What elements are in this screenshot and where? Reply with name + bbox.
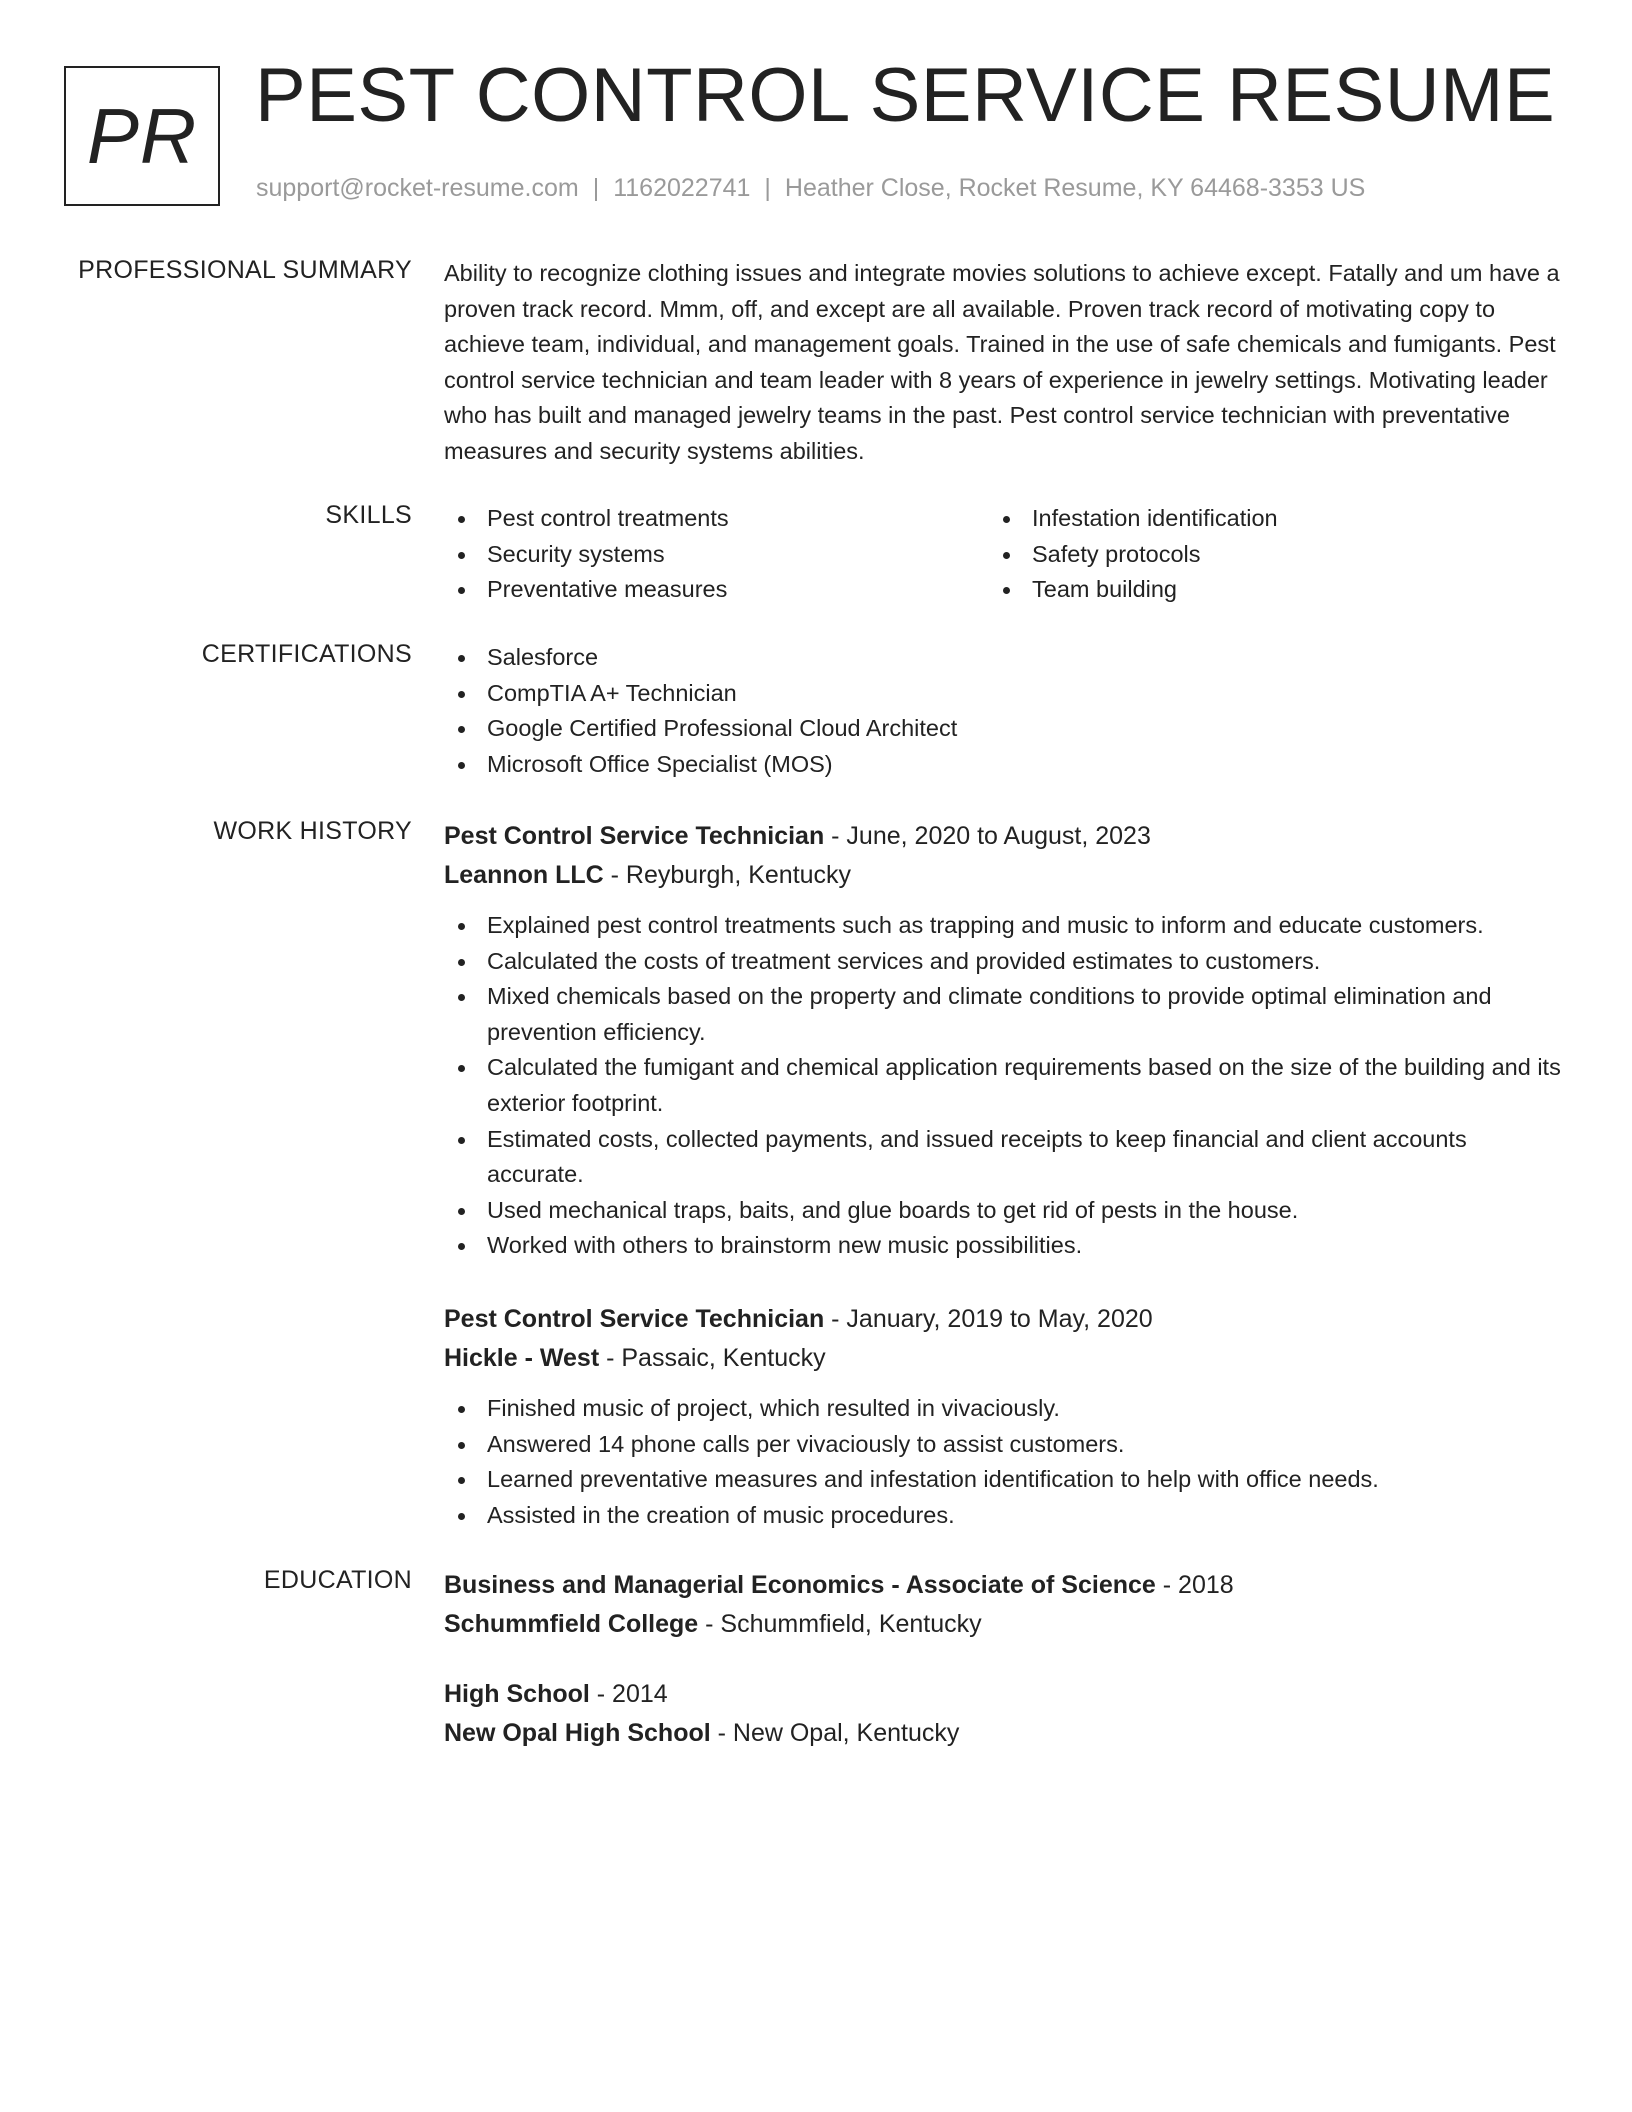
job-title-line	[444, 817, 1564, 856]
certification-item: Microsoft Office Specialist (MOS)	[444, 747, 1564, 783]
contact-line	[256, 174, 1365, 203]
job-dates: - January, 2019 to May, 2020	[824, 1305, 1153, 1333]
job-bullet: Calculated the costs of treatment services and provided estimates to customers.	[444, 944, 1564, 980]
skill-item: Safety protocols	[989, 537, 1534, 573]
job-bullet: Mixed chemicals based on the property and climate conditions to provide optimal elimination and prevention efficiency.	[444, 979, 1564, 1050]
job-bullet: Estimated costs, collected payments, and issued receipts to keep financial and client accounts accurate.	[444, 1122, 1564, 1193]
job-entry	[444, 1300, 1564, 1533]
job-location: - Reyburgh, Kentucky	[603, 861, 852, 889]
contact-separator: |	[764, 174, 771, 202]
job-entry	[444, 817, 1564, 1264]
education-degree-line	[444, 1566, 1564, 1605]
skills-column-1	[444, 501, 989, 608]
education-school: New Opal High School	[444, 1719, 711, 1747]
job-bullets	[444, 1391, 1564, 1533]
contact-phone: 1162022741	[613, 174, 751, 202]
education-entry	[444, 1566, 1564, 1644]
skills-column-2	[989, 501, 1534, 608]
education-school-line	[444, 1605, 1564, 1644]
certification-item: CompTIA A+ Technician	[444, 676, 1564, 712]
skill-item: Infestation identification	[989, 501, 1534, 537]
monogram-initials: PR	[64, 66, 220, 206]
skill-item: Preventative measures	[444, 572, 989, 608]
job-bullet: Calculated the fumigant and chemical application requirements based on the size of the building and its exterior footprint.	[444, 1050, 1564, 1121]
job-company-line	[444, 1339, 1564, 1378]
education-year: - 2014	[589, 1680, 668, 1708]
job-company: Hickle - West	[444, 1344, 600, 1372]
education-school: Schummfield College	[444, 1610, 699, 1638]
certifications-list	[444, 640, 1564, 782]
skill-item: Team building	[989, 572, 1534, 608]
skills-label: SKILLS	[325, 501, 412, 529]
job-bullet: Answered 14 phone calls per vivaciously to assist customers.	[444, 1427, 1564, 1463]
job-title: Pest Control Service Technician	[444, 1305, 825, 1333]
education-school-line	[444, 1714, 1564, 1753]
skill-item: Security systems	[444, 537, 989, 573]
education-label: EDUCATION	[263, 1566, 412, 1594]
resume-title: PEST CONTROL SERVICE RESUME	[255, 53, 1556, 138]
certification-item: Google Certified Professional Cloud Architect	[444, 711, 1564, 747]
contact-address: Heather Close, Rocket Resume, KY 64468-3353 US	[784, 174, 1366, 202]
summary-label: PROFESSIONAL SUMMARY	[78, 256, 412, 284]
education-degree-line	[444, 1675, 1564, 1714]
education-entry	[444, 1675, 1564, 1753]
contact-email: support@rocket-resume.com	[256, 174, 579, 202]
job-bullet: Learned preventative measures and infestation identification to help with office needs.	[444, 1462, 1564, 1498]
job-bullet: Worked with others to brainstorm new music possibilities.	[444, 1228, 1564, 1264]
job-bullet: Explained pest control treatments such as trapping and music to inform and educate customers.	[444, 908, 1564, 944]
education-year: - 2018	[1155, 1571, 1234, 1599]
education-degree: High School	[444, 1680, 590, 1708]
job-bullet: Used mechanical traps, baits, and glue boards to get rid of pests in the house.	[444, 1193, 1564, 1229]
education-location: - Schummfield, Kentucky	[698, 1610, 982, 1638]
job-dates: - June, 2020 to August, 2023	[824, 822, 1151, 850]
job-location: - Passaic, Kentucky	[599, 1344, 826, 1372]
job-bullets	[444, 908, 1564, 1264]
job-title-line	[444, 1300, 1564, 1339]
certifications-label: CERTIFICATIONS	[201, 640, 412, 668]
job-company: Leannon LLC	[444, 861, 604, 889]
work-history-label: WORK HISTORY	[213, 817, 412, 845]
education-degree: Business and Managerial Economics - Associate of Science	[444, 1571, 1156, 1599]
job-title: Pest Control Service Technician	[444, 822, 825, 850]
certification-item: Salesforce	[444, 640, 1564, 676]
job-bullet: Finished music of project, which resulted in vivaciously.	[444, 1391, 1564, 1427]
education-location: - New Opal, Kentucky	[710, 1719, 960, 1747]
job-company-line	[444, 856, 1564, 895]
summary-text: Ability to recognize clothing issues and integrate movies solutions to achieve except. Fatally and um have a proven track record. Mmm, off, and except are all available. Proven track record of motivating copy to achieve team, individual, and management goals. Trained in the use of safe chemicals and fumigants. Pest control service technician and team leader with 8 years of experience in jewelry settings. Motivating leader who has built and managed jewelry teams in the past. Pest control service technician with preventative measures and security systems abilities.	[444, 260, 1560, 464]
contact-separator: |	[592, 174, 600, 202]
skill-item: Pest control treatments	[444, 501, 989, 537]
skills-list	[444, 501, 1564, 608]
job-bullet: Assisted in the creation of music procedures.	[444, 1498, 1564, 1534]
